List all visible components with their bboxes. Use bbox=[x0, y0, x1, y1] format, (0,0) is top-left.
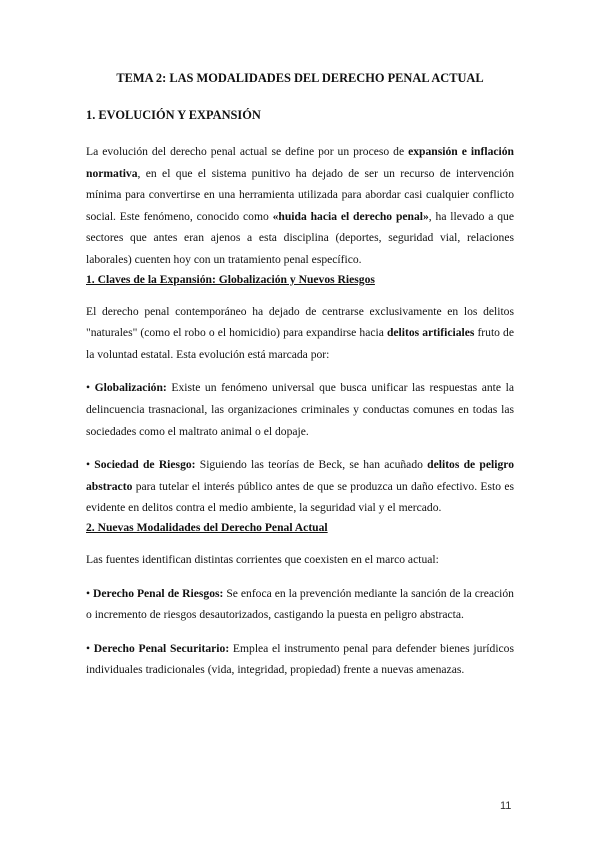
subsection1-text-1: El derecho penal contemporáneo ha dejado de centrarse exclusivamente en los delitos "naturales" (como el robo o el homicidio) para expandirse hacia bbox=[86, 304, 514, 340]
document-title: TEMA 2: LAS MODALIDADES DEL DERECHO PENAL ACTUAL bbox=[116, 71, 484, 85]
bullet-riesgos bbox=[86, 583, 514, 626]
bullet-marker: • bbox=[86, 381, 95, 395]
bullet-label-securitario: Derecho Penal Securitario: bbox=[93, 641, 230, 655]
page-number: 11 bbox=[500, 800, 512, 812]
bullet-text-riesgos: Se enfoca en la prevención mediante la sanción de la creación o incremento de riesgos desautorizados, castigando la puesta en peligro abstracta. bbox=[86, 586, 514, 622]
section-heading-evolucion: 1. EVOLUCIÓN Y EXPANSIÓN bbox=[86, 108, 261, 122]
intro-text-2: , en el que el sistema punitivo ha dejado de ser un recurso de intervención mínima para convertirse en una herramienta utilizada para abordar casi cualquier conflicto social. Este fenómeno, conocido como bbox=[86, 166, 514, 223]
bullet-text-globalizacion: Existe un fenómeno universal que busca unificar las respuestas ante la delincuencia trasnacional, las organizaciones criminales y conductas comunes en todas las sociedades como el maltrato animal o el dopaje. bbox=[86, 381, 514, 438]
subsection-heading-modalidades: 2. Nuevas Modalidades del Derecho Penal Actual bbox=[86, 520, 328, 534]
bullet-sociedad-riesgo bbox=[86, 454, 514, 519]
subsection2-intro: Las fuentes identifican distintas corrientes que coexisten en el marco actual: bbox=[86, 552, 439, 566]
subsection-heading-claves: 1. Claves de la Expansión: Globalización y Nuevos Riesgos bbox=[86, 272, 375, 286]
bullet-marker: • bbox=[86, 586, 94, 600]
subsection1-bold-1: delitos artificiales bbox=[386, 326, 475, 340]
subsection1-text-2: fruto de la voluntad estatal. Esta evolución está marcada por: bbox=[86, 326, 514, 361]
bullet-marker: • bbox=[86, 458, 95, 472]
intro-paragraph bbox=[86, 141, 514, 271]
bullet-label-sociedad-riesgo: Sociedad de Riesgo: bbox=[94, 458, 196, 472]
bullet-globalizacion bbox=[86, 377, 514, 442]
bullet-text-sociedad-riesgo-1: Siguiendo las teorías de Beck, se han acuñado bbox=[195, 458, 428, 472]
bullet-label-riesgos: Derecho Penal de Riesgos: bbox=[93, 586, 224, 600]
bullet-securitario bbox=[86, 638, 514, 681]
intro-text-3: , ha llevado a que sectores que antes eran ajenos a esta disciplina (deportes, seguridad vial, relaciones laborales) cuenten hoy con un tratamiento penal específico. bbox=[86, 209, 514, 266]
document-page bbox=[86, 70, 514, 681]
intro-bold-1: expansión e inflación normativa bbox=[86, 145, 514, 180]
bullet-label-globalizacion: Globalización: bbox=[94, 381, 167, 395]
intro-bold-2: «huida hacia el derecho penal» bbox=[272, 209, 429, 223]
intro-text-1: La evolución del derecho penal actual se define por un proceso de bbox=[86, 145, 409, 158]
bullet-text-securitario: Emplea el instrumento penal para defender bienes jurídicos individuales tradicionales (vida, integridad, propiedad) frente a nuevas amenazas. bbox=[86, 641, 514, 677]
bullet-text-sociedad-riesgo-2: para tutelar el interés público antes de que se produzca un daño efectivo. Esto es evidente en delitos contra el medio ambiente, la seguridad vial y el mercado. bbox=[86, 479, 514, 515]
subsection1-paragraph bbox=[86, 301, 514, 366]
bullet-marker: • bbox=[86, 641, 94, 655]
bullet-bold-peligro-abstracto: delitos de peligro abstracto bbox=[86, 458, 514, 493]
